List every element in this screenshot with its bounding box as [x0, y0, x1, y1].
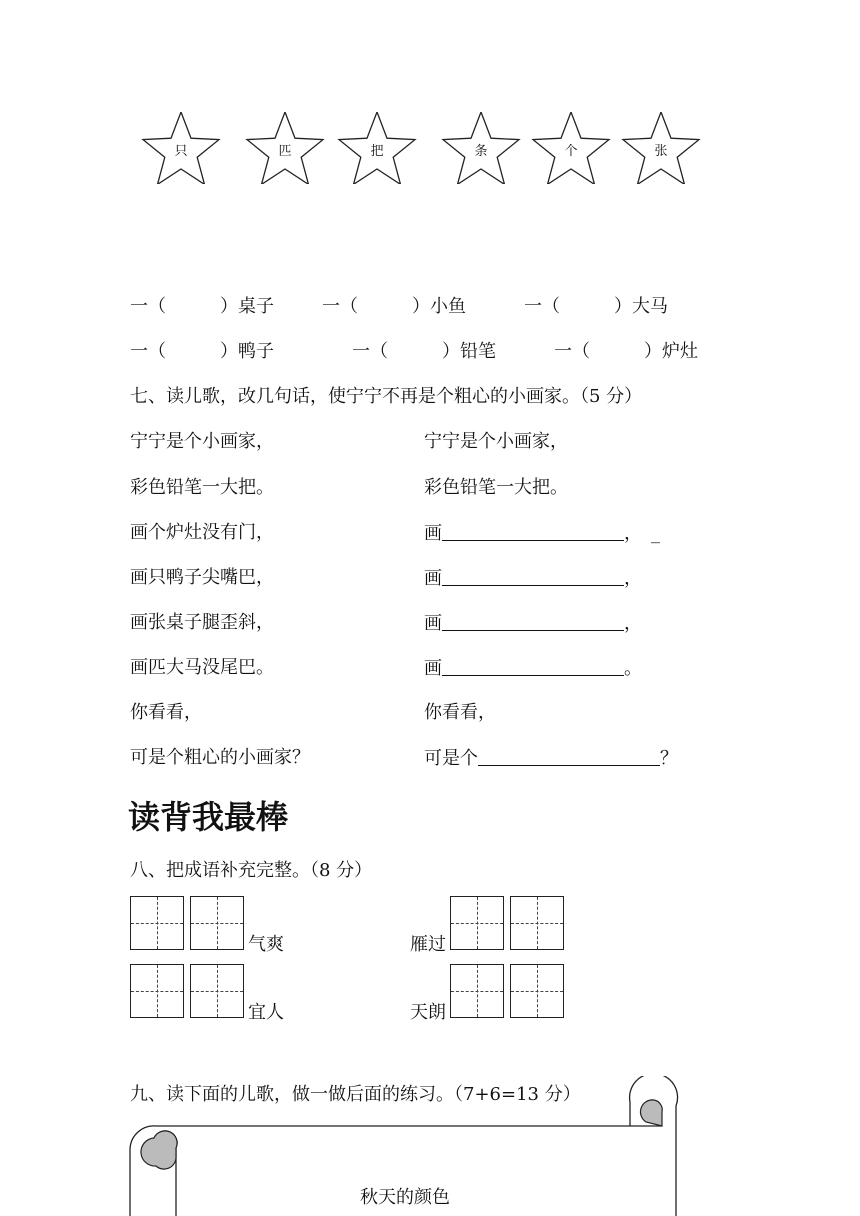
measure-word-3: 一（ ）大马: [524, 296, 668, 317]
poem-line: 宁宁是个小画家，: [130, 431, 274, 452]
idiom-part: 宜人: [248, 1002, 284, 1023]
answer-blank[interactable]: [442, 522, 624, 541]
rewrite-fill-line: [424, 657, 642, 680]
star-shape: [530, 112, 612, 184]
star-label: 个: [564, 144, 578, 159]
rewrite-line: 你看看，: [424, 702, 496, 723]
rewrite-line: 彩色铅笔一大把。: [424, 477, 568, 498]
poem-line: 画张桌子腿歪斜，: [130, 612, 274, 633]
answer-blank[interactable]: [442, 657, 624, 676]
poem-title: 秋天的颜色: [360, 1187, 450, 1208]
star-label: 只: [174, 144, 188, 159]
writing-grid-box[interactable]: [190, 964, 244, 1018]
answer-blank[interactable]: [478, 747, 660, 766]
measure-word-6: 一（ ）炉灶: [554, 341, 698, 362]
star-shape: [620, 112, 702, 184]
rewrite-prefix: 画: [424, 568, 442, 589]
rewrite-suffix: ？: [660, 748, 678, 769]
measure-word-2: 一（ ）小鱼: [322, 296, 466, 317]
rewrite-suffix: ，: [624, 613, 642, 634]
rewrite-suffix: 。: [624, 658, 642, 679]
q8-title: 八、把成语补充完整。（8 分）: [130, 860, 373, 881]
star-shape: [244, 112, 326, 184]
q9-title: 九、读下面的儿歌，做一做后面的练习。（7+6=13 分）: [130, 1084, 581, 1105]
star-shape: [140, 112, 222, 184]
poem-line: 你看看，: [130, 702, 202, 723]
rewrite-prefix: 画: [424, 658, 442, 679]
writing-grid-box[interactable]: [190, 896, 244, 950]
writing-grid-box[interactable]: [450, 964, 504, 1018]
star-shape: [336, 112, 418, 184]
rewrite-fill-line: [424, 522, 660, 545]
rewrite-suffix: ， _: [624, 523, 660, 544]
idiom-part: 气爽: [248, 934, 284, 955]
idiom-part: 天朗: [410, 1002, 446, 1023]
answer-blank[interactable]: [442, 567, 624, 586]
rewrite-prefix: 画: [424, 613, 442, 634]
rewrite-line: 宁宁是个小画家，: [424, 431, 568, 452]
star-shape: [440, 112, 522, 184]
measure-word-4: 一（ ）鸭子: [130, 341, 274, 362]
rewrite-prefix: 画: [424, 523, 442, 544]
writing-grid-box[interactable]: [130, 964, 184, 1018]
answer-blank[interactable]: [442, 612, 624, 631]
rewrite-fill-line: [424, 747, 678, 770]
rewrite-fill-line: [424, 612, 642, 635]
section-heading: 读背我最棒: [128, 798, 289, 836]
star-label: 把: [370, 144, 384, 159]
poem-line: 可是个粗心的小画家？: [130, 747, 310, 768]
rewrite-fill-line: [424, 567, 642, 590]
writing-grid-box[interactable]: [510, 964, 564, 1018]
star-label: 条: [474, 144, 488, 159]
q7-title: 七、读儿歌，改几句话，使宁宁不再是个粗心的小画家。（5 分）: [130, 386, 643, 407]
rewrite-suffix: ，: [624, 568, 642, 589]
idiom-part: 雁过: [410, 934, 446, 955]
rewrite-prefix: 可是个: [424, 748, 478, 769]
writing-grid-box[interactable]: [130, 896, 184, 950]
poem-line: 画匹大马没尾巴。: [130, 657, 274, 678]
star-label: 张: [654, 144, 668, 159]
measure-word-5: 一（ ）铅笔: [352, 341, 496, 362]
poem-line: 画只鸭子尖嘴巴，: [130, 567, 274, 588]
measure-word-1: 一（ ）桌子: [130, 296, 274, 317]
writing-grid-box[interactable]: [450, 896, 504, 950]
star-label: 匹: [278, 144, 292, 159]
poem-line: 画个炉灶没有门，: [130, 522, 274, 543]
writing-grid-box[interactable]: [510, 896, 564, 950]
poem-line: 彩色铅笔一大把。: [130, 477, 274, 498]
